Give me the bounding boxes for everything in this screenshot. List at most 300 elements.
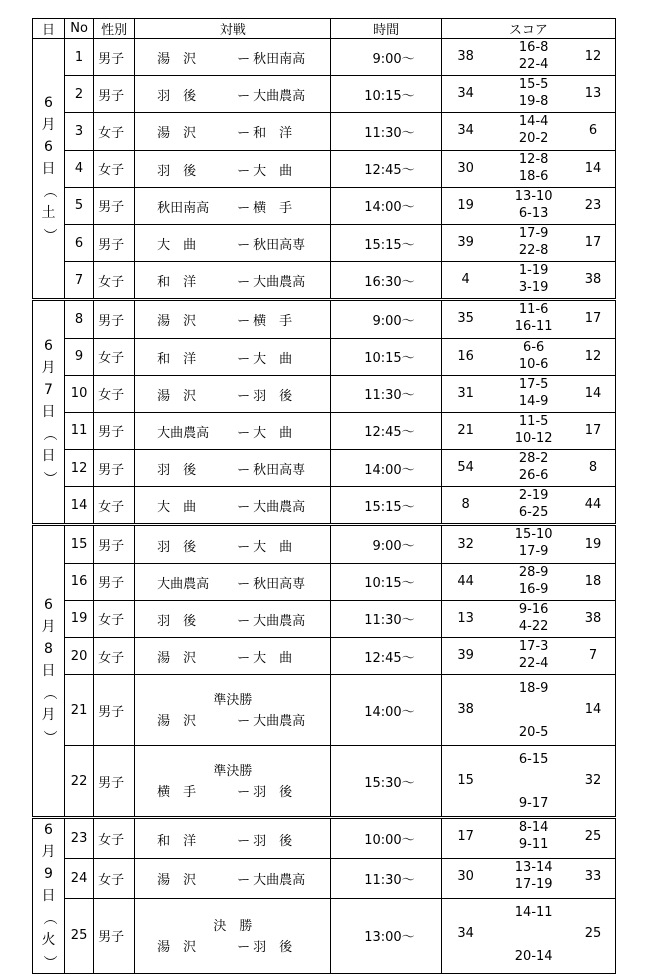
start-time: 15:15～	[331, 487, 441, 525]
game-number: 7	[65, 262, 94, 300]
gender: 女子	[94, 150, 135, 187]
score-team-b: 23	[584, 197, 602, 213]
header-no: No	[65, 19, 94, 39]
versus-dash: ー	[237, 238, 251, 254]
day-label-char: 6	[44, 338, 53, 355]
set-score: 22-8	[518, 242, 549, 258]
game-row	[33, 412, 616, 449]
set-score: 17-19	[514, 876, 553, 892]
matchup	[135, 818, 331, 859]
gender: 男子	[94, 675, 135, 746]
score-cell	[441, 113, 615, 150]
header-row	[33, 19, 616, 39]
set-score: 16-8	[518, 40, 549, 55]
day-label-char: ）	[40, 471, 57, 486]
set-score: 17-3	[518, 639, 549, 654]
set-score: 13-10	[514, 188, 553, 204]
set-score: 14-9	[518, 393, 549, 409]
day-label-char: 日	[41, 404, 56, 421]
game-number: 5	[65, 187, 94, 224]
team-a: 羽 後	[157, 163, 197, 179]
versus-dash: ー	[237, 714, 251, 730]
versus-dash: ー	[237, 388, 251, 404]
team-a: 湯 沢	[157, 651, 197, 667]
team-b: 横 手	[253, 200, 293, 216]
game-row	[33, 638, 616, 675]
versus-dash: ー	[237, 52, 251, 68]
day-label-char: 8	[44, 641, 53, 658]
set-score: 18-9	[518, 681, 549, 697]
game-row	[33, 746, 616, 818]
score-cell	[441, 76, 615, 113]
score-team-a: 16	[457, 348, 474, 364]
set-score: 14-11	[514, 904, 553, 920]
score-team-b: 25	[584, 829, 602, 845]
team-b: 秋田高専	[253, 238, 306, 254]
round-caption: 準決勝	[213, 693, 253, 709]
day-label-char: （	[40, 911, 57, 926]
day-label-char: （	[40, 427, 57, 442]
score-cell	[441, 818, 615, 859]
score-team-a: 44	[457, 573, 474, 589]
set-score: 17-9	[518, 225, 549, 241]
versus-dash: ー	[237, 351, 251, 367]
score-cell	[441, 338, 615, 375]
score-cell	[441, 858, 615, 898]
team-b: 羽 後	[253, 833, 293, 849]
set-score: 3-19	[518, 280, 549, 296]
team-a: 湯 沢	[157, 714, 197, 730]
game-row	[33, 450, 616, 487]
score-team-b: 6	[588, 123, 598, 139]
versus-dash: ー	[237, 163, 251, 179]
day-label-char: 日	[41, 888, 56, 905]
game-row	[33, 300, 616, 338]
day-label-char: ）	[40, 955, 57, 970]
score-team-b: 17	[584, 311, 602, 327]
day-block	[33, 39, 616, 300]
matchup	[135, 39, 331, 76]
score-team-a: 34	[457, 925, 474, 941]
day-label-char: ）	[40, 730, 57, 745]
start-time: 10:15～	[331, 563, 441, 600]
team-b: 羽 後	[253, 785, 293, 801]
gender: 男子	[94, 525, 135, 563]
score-team-b: 44	[584, 497, 602, 513]
start-time: 10:15～	[331, 338, 441, 375]
start-time: 10:15～	[331, 76, 441, 113]
score-team-b: 19	[584, 536, 602, 552]
team-a: 大曲農高	[157, 576, 210, 592]
game-number: 1	[65, 39, 94, 76]
set-score: 22-4	[518, 656, 549, 671]
team-a: 大 曲	[157, 500, 197, 516]
set-score: 9-16	[518, 601, 549, 617]
team-a: 羽 後	[157, 89, 197, 105]
gender: 女子	[94, 487, 135, 525]
score-cell	[441, 600, 615, 637]
set-score: 10-6	[518, 356, 549, 372]
score-team-a: 38	[457, 49, 474, 65]
set-score: 6-25	[518, 505, 549, 521]
gender: 男子	[94, 746, 135, 818]
day-label	[33, 525, 65, 818]
score-cell	[441, 450, 615, 487]
game-number: 11	[65, 412, 94, 449]
game-number: 25	[65, 898, 94, 974]
header-sex: 性別	[94, 19, 135, 39]
team-a: 湯 沢	[157, 939, 197, 955]
day-label-char: ）	[40, 227, 57, 242]
day-label-char: 月	[41, 116, 56, 133]
team-b: 横 手	[253, 314, 293, 330]
team-b: 秋田高専	[253, 463, 306, 479]
versus-dash: ー	[237, 126, 251, 142]
round-caption: 決 勝	[213, 918, 253, 934]
gender: 男子	[94, 39, 135, 76]
matchup	[135, 746, 331, 818]
matchup	[135, 375, 331, 412]
versus-dash: ー	[237, 873, 251, 889]
score-team-b: 12	[584, 348, 602, 364]
game-row	[33, 818, 616, 859]
team-a: 羽 後	[157, 463, 197, 479]
game-number: 10	[65, 375, 94, 412]
score-cell	[441, 300, 615, 338]
game-row	[33, 858, 616, 898]
start-time: 11:30～	[331, 600, 441, 637]
score-team-b: 33	[584, 868, 602, 884]
game-number: 15	[65, 525, 94, 563]
set-score: 22-4	[518, 57, 549, 72]
set-score: 12-8	[518, 151, 549, 167]
versus-dash: ー	[237, 463, 251, 479]
gender: 女子	[94, 338, 135, 375]
gender: 女子	[94, 600, 135, 637]
day-label-char: （	[40, 686, 57, 701]
matchup	[135, 525, 331, 563]
score-cell	[441, 675, 615, 746]
matchup	[135, 224, 331, 261]
set-score: 26-6	[518, 468, 549, 484]
gender: 男子	[94, 450, 135, 487]
start-time: 11:30～	[331, 858, 441, 898]
score-team-a: 38	[457, 702, 474, 718]
day-label-char: 土	[41, 204, 56, 221]
team-a: 羽 後	[157, 539, 197, 555]
team-b: 大 曲	[253, 351, 293, 367]
score-cell	[441, 898, 615, 974]
score-team-a: 4	[461, 272, 470, 288]
score-team-b: 38	[584, 272, 602, 288]
start-time: 13:00～	[331, 898, 441, 974]
gender: 男子	[94, 412, 135, 449]
game-row	[33, 187, 616, 224]
team-b: 大曲農高	[253, 89, 306, 105]
score-team-a: 30	[457, 868, 474, 884]
score-team-b: 18	[584, 573, 602, 589]
day-label-char: 月	[41, 619, 56, 636]
versus-dash: ー	[237, 275, 251, 291]
start-time: 16:30～	[331, 262, 441, 300]
day-label-char: 日	[41, 663, 56, 680]
start-time: 15:30～	[331, 746, 441, 818]
team-b: 大曲農高	[253, 500, 306, 516]
start-time: 14:00～	[331, 187, 441, 224]
round-caption: 準決勝	[213, 764, 253, 780]
team-a: 湯 沢	[157, 388, 197, 404]
set-score: 6-13	[518, 205, 549, 221]
matchup	[135, 858, 331, 898]
team-a: 大曲農高	[157, 425, 210, 441]
game-number: 21	[65, 675, 94, 746]
matchup	[135, 300, 331, 338]
set-score: 11-6	[518, 302, 549, 318]
set-score: 11-5	[518, 413, 549, 429]
score-cell	[441, 224, 615, 261]
score-cell	[441, 262, 615, 300]
set-score: 20-14	[514, 948, 553, 964]
score-cell	[441, 525, 615, 563]
gender: 女子	[94, 262, 135, 300]
team-b: 大曲農高	[253, 275, 306, 291]
matchup	[135, 113, 331, 150]
game-number: 3	[65, 113, 94, 150]
day-block	[33, 818, 616, 974]
game-number: 9	[65, 338, 94, 375]
day-label-char: 日	[41, 160, 56, 177]
game-row	[33, 338, 616, 375]
start-time: 14:00～	[331, 675, 441, 746]
versus-dash: ー	[237, 500, 251, 516]
score-team-a: 15	[457, 773, 474, 789]
set-score: 6-15	[518, 752, 549, 768]
versus-dash: ー	[237, 576, 251, 592]
versus-dash: ー	[237, 314, 251, 330]
versus-dash: ー	[237, 613, 251, 629]
gender: 女子	[94, 858, 135, 898]
team-a: 大 曲	[157, 238, 197, 254]
game-number: 4	[65, 150, 94, 187]
set-score: 14-4	[518, 114, 549, 130]
set-score: 20-2	[518, 131, 549, 147]
gender: 男子	[94, 224, 135, 261]
versus-dash: ー	[237, 939, 251, 955]
game-row	[33, 898, 616, 974]
set-score: 28-2	[518, 451, 549, 467]
set-score: 17-9	[518, 544, 549, 560]
set-score: 1-19	[518, 263, 549, 279]
team-a: 秋田南高	[157, 200, 210, 216]
gender: 男子	[94, 563, 135, 600]
versus-dash: ー	[237, 425, 251, 441]
score-team-b: 38	[584, 610, 602, 626]
team-b: 秋田高専	[253, 576, 306, 592]
gender: 男子	[94, 187, 135, 224]
score-team-b: 13	[584, 86, 602, 102]
team-a: 湯 沢	[157, 314, 197, 330]
score-cell	[441, 187, 615, 224]
gender: 女子	[94, 818, 135, 859]
versus-dash: ー	[237, 785, 251, 801]
start-time: 9:00～	[331, 525, 441, 563]
game-row	[33, 224, 616, 261]
day-label-char: 月	[41, 844, 56, 861]
game-number: 20	[65, 638, 94, 675]
header-day: 日	[33, 19, 65, 39]
matchup	[135, 898, 331, 974]
score-cell	[441, 746, 615, 818]
score-team-b: 14	[584, 385, 602, 401]
game-number: 23	[65, 818, 94, 859]
game-number: 2	[65, 76, 94, 113]
score-cell	[441, 39, 615, 76]
matchup	[135, 412, 331, 449]
score-team-a: 54	[457, 460, 474, 476]
score-team-b: 32	[584, 773, 602, 789]
day-label-char: 月	[41, 360, 56, 377]
score-team-b: 17	[584, 235, 602, 251]
set-score: 17-5	[518, 376, 549, 392]
gender: 女子	[94, 638, 135, 675]
score-team-b: 14	[584, 702, 602, 718]
score-team-a: 32	[457, 536, 474, 552]
team-a: 湯 沢	[157, 52, 197, 68]
game-row	[33, 525, 616, 563]
team-a: 横 手	[157, 785, 197, 801]
team-b: 大 曲	[253, 539, 293, 555]
team-a: 和 洋	[157, 351, 197, 367]
header-time: 時間	[331, 19, 441, 39]
gender: 男子	[94, 76, 135, 113]
game-row	[33, 150, 616, 187]
day-label-char: 6	[44, 94, 53, 111]
team-b: 大 曲	[253, 425, 293, 441]
set-score: 16-9	[518, 581, 549, 597]
start-time: 11:30～	[331, 113, 441, 150]
team-b: 大曲農高	[253, 714, 306, 730]
set-score: 6-6	[523, 339, 545, 355]
set-score: 10-12	[514, 430, 553, 446]
set-score: 4-22	[518, 618, 549, 634]
versus-dash: ー	[237, 651, 251, 667]
game-row	[33, 487, 616, 525]
team-b: 秋田南高	[253, 52, 306, 68]
score-cell	[441, 487, 615, 525]
score-team-a: 31	[457, 385, 474, 401]
score-team-a: 30	[457, 160, 474, 176]
game-number: 8	[65, 300, 94, 338]
start-time: 10:00～	[331, 818, 441, 859]
matchup	[135, 450, 331, 487]
set-score: 2-19	[518, 488, 549, 504]
game-row	[33, 675, 616, 746]
score-team-a: 21	[457, 422, 474, 438]
gender: 男子	[94, 300, 135, 338]
set-score: 18-6	[518, 168, 549, 184]
start-time: 15:15～	[331, 224, 441, 261]
score-team-a: 17	[457, 829, 474, 845]
day-label-char: 6	[44, 822, 53, 839]
set-score: 19-8	[518, 94, 549, 110]
day-label-char: 6	[44, 138, 53, 155]
set-score: 15-5	[518, 77, 549, 93]
gender: 女子	[94, 113, 135, 150]
day-block	[33, 300, 616, 525]
team-b: 和 洋	[253, 126, 293, 142]
start-time: 9:00～	[331, 39, 441, 76]
game-number: 24	[65, 858, 94, 898]
game-row	[33, 39, 616, 76]
day-label	[33, 300, 65, 525]
day-label	[33, 818, 65, 974]
game-number: 6	[65, 224, 94, 261]
score-cell	[441, 638, 615, 675]
team-a: 和 洋	[157, 833, 197, 849]
team-b: 羽 後	[253, 939, 293, 955]
matchup	[135, 638, 331, 675]
score-cell	[441, 150, 615, 187]
versus-dash: ー	[237, 200, 251, 216]
game-number: 14	[65, 487, 94, 525]
start-time: 14:00～	[331, 450, 441, 487]
game-row	[33, 600, 616, 637]
score-team-a: 34	[457, 123, 474, 139]
header-match: 対戦	[135, 19, 331, 39]
team-b: 大 曲	[253, 163, 293, 179]
score-team-a: 35	[457, 311, 474, 327]
score-team-b: 8	[588, 460, 598, 476]
team-a: 湯 沢	[157, 126, 197, 142]
game-row	[33, 375, 616, 412]
matchup	[135, 262, 331, 300]
matchup	[135, 338, 331, 375]
matchup	[135, 150, 331, 187]
matchup	[135, 600, 331, 637]
score-team-a: 13	[457, 610, 474, 626]
start-time: 12:45～	[331, 150, 441, 187]
game-number: 12	[65, 450, 94, 487]
score-cell	[441, 412, 615, 449]
score-team-a: 39	[457, 235, 474, 251]
score-cell	[441, 375, 615, 412]
matchup	[135, 76, 331, 113]
team-a: 和 洋	[157, 275, 197, 291]
score-team-a: 34	[457, 86, 474, 102]
day-label-char: 6	[44, 597, 53, 614]
score-team-a: 39	[457, 648, 474, 664]
set-score: 20-5	[518, 725, 549, 741]
score-team-b: 12	[584, 49, 602, 65]
game-number: 19	[65, 600, 94, 637]
day-label-char: 日	[41, 448, 56, 465]
set-score: 28-9	[518, 564, 549, 580]
header-score: スコア	[441, 19, 615, 39]
matchup	[135, 487, 331, 525]
day-label-char: 7	[44, 382, 53, 399]
set-score: 9-17	[518, 796, 549, 812]
game-row	[33, 563, 616, 600]
score-team-b: 17	[584, 422, 602, 438]
day-label-char: 月	[41, 707, 56, 724]
gender: 男子	[94, 898, 135, 974]
start-time: 9:00～	[331, 300, 441, 338]
day-label	[33, 39, 65, 300]
team-a: 羽 後	[157, 613, 197, 629]
versus-dash: ー	[237, 89, 251, 105]
team-b: 大曲農高	[253, 613, 306, 629]
game-number: 16	[65, 563, 94, 600]
